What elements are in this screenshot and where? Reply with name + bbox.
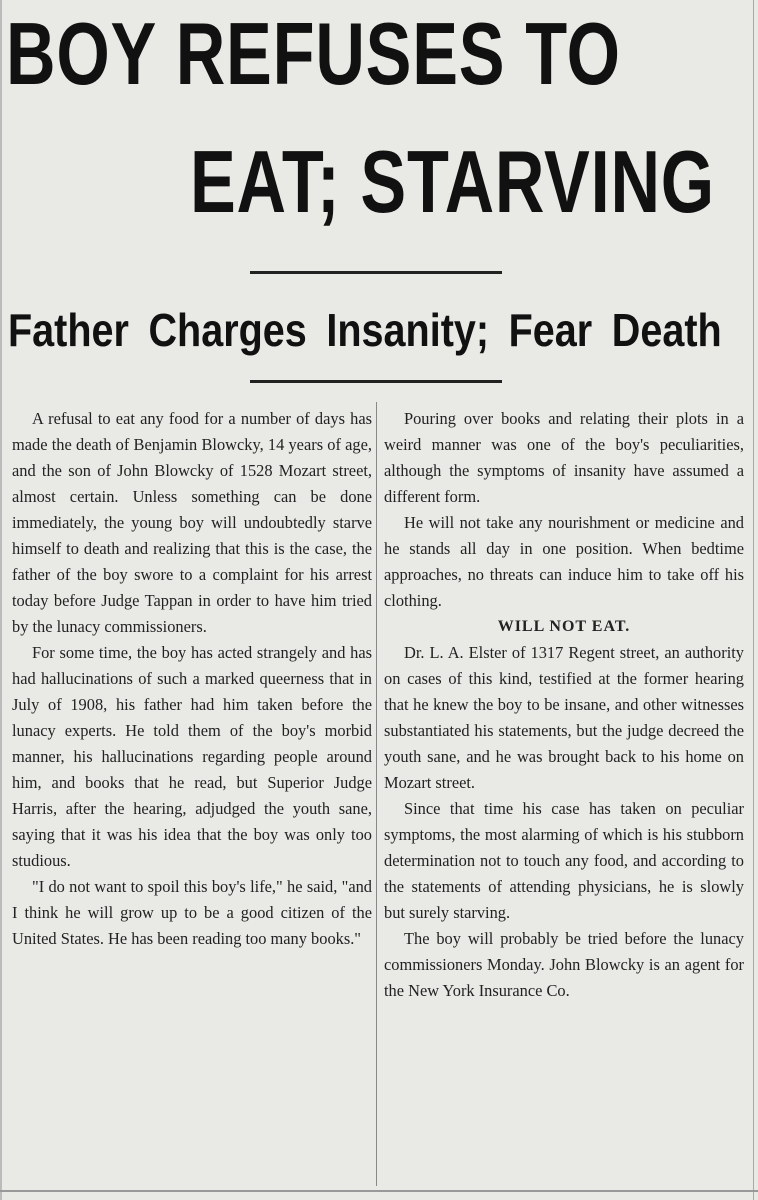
bottom-rule: [0, 1190, 758, 1192]
article-paragraph: For some time, the boy has acted strangely and has had hallucinations of such a marked queerness that in July of 1908, his father had him taken before the lunacy experts. He told them of the boy's morbid manner, his hallucinations regarding people around him, and books that he read, but Superior Judge Harris, after the hearing, adjudged the youth sane, saying that it was his idea that the boy was only too studious.: [12, 643, 372, 870]
article-paragraph: He will not take any nourishment or medicine and he stands all day in one position. When bedtime approaches, no threats can induce him to take off his clothing.: [384, 513, 744, 610]
left-border: [0, 0, 2, 1200]
article-paragraph: "I do not want to spoil this boy's life," he said, "and I think he will grow up to be a good citizen of the United States. He has been reading too many books.": [12, 877, 372, 948]
column-divider: [376, 402, 377, 1186]
headline-rule-top: [250, 271, 502, 274]
article-paragraph: Pouring over books and relating their plots in a weird manner was one of the boy's peculiarities, although the symptoms of insanity have assumed a different form.: [384, 409, 744, 506]
section-subhead: WILL NOT EAT.: [497, 618, 631, 635]
article-paragraph: Since that time his case has taken on peculiar symptoms, the most alarming of which is his stubborn determination not to touch any food, and according to the statements of attending physicians, he is slowly but surely starving.: [384, 799, 744, 922]
headline-line-2: EAT; STARVING: [190, 132, 715, 231]
deck-subtitle: Father Charges Insanity; Fear Death: [8, 304, 722, 356]
headline-line-1: BOY REFUSES TO: [6, 4, 621, 103]
article-paragraph: A refusal to eat any food for a number of days has made the death of Benjamin Blowcky, 14 years of age, and the son of John Blowcky of 1528 Mozart street, almost certain. Unless something can be done immediately, the young boy will undoubtedly starve himself to death and realizing that this is the case, the father of the boy swore to a complaint for his arrest today before Judge Tappan in order to have him tried by the lunacy commissioners.: [12, 409, 372, 636]
article-column-left: [12, 406, 372, 952]
article-column-right: [384, 406, 744, 1004]
article-paragraph: Dr. L. A. Elster of 1317 Regent street, an authority on cases of this kind, testified at the former hearing that he knew the boy to be insane, and other witnesses substantiated his statements, but the judge decreed the youth sane, and he was brought back to his home on Mozart street.: [384, 643, 744, 792]
headline-rule-bottom: [250, 380, 502, 383]
article-paragraph: The boy will probably be tried before the lunacy commissioners Monday. John Blowcky is an agent for the New York Insurance Co.: [384, 929, 744, 1000]
